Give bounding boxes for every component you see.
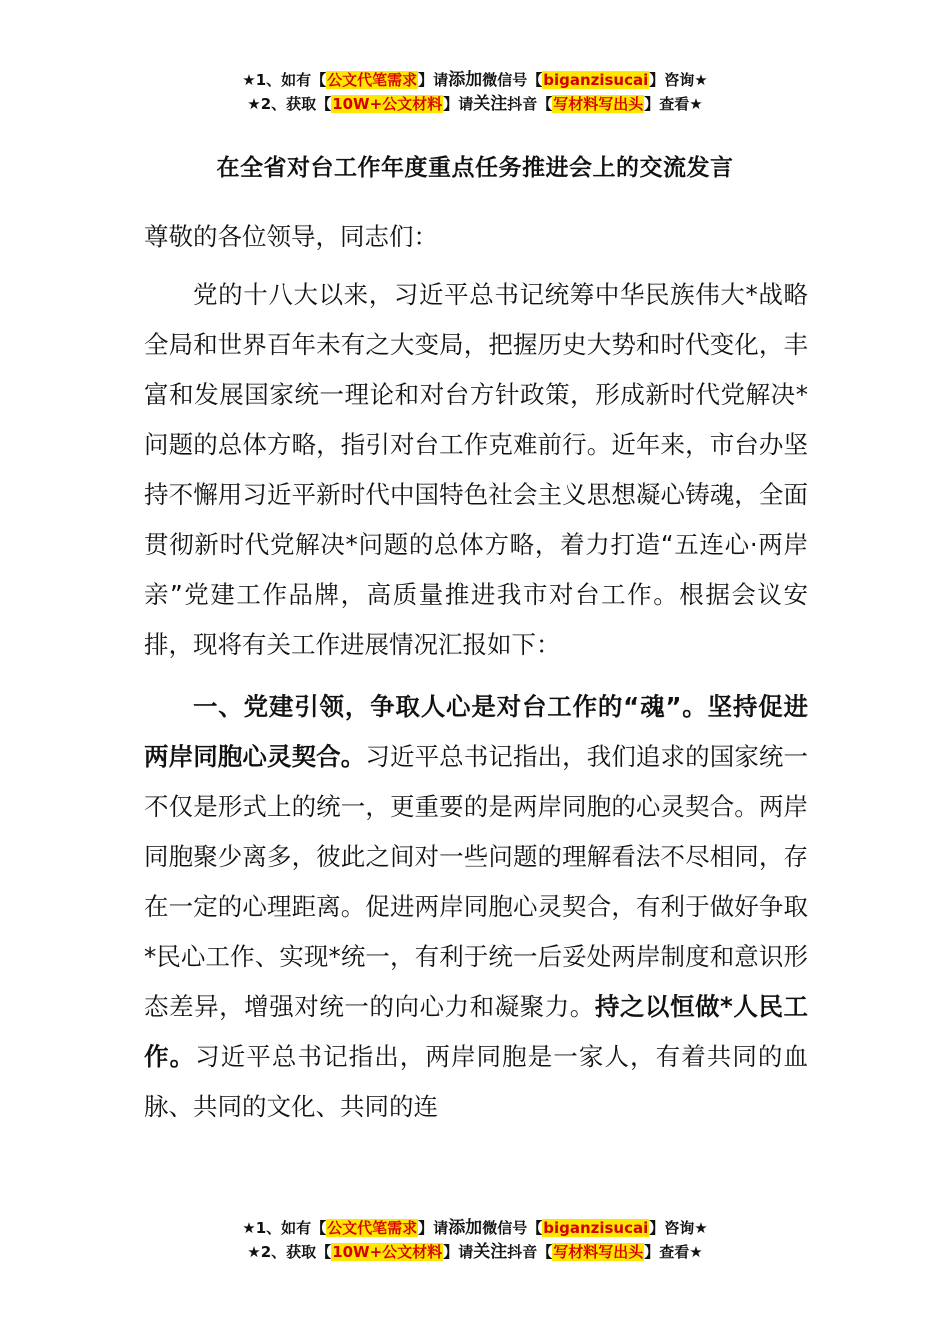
promo-text: 】咨询★ [649,71,708,89]
promo-text: 】请 [443,95,474,113]
promo-text: 】请 [418,1219,449,1237]
promo-highlight: 10W+公文材料 [332,1243,443,1261]
paragraph-text: 习近平总书记指出，我们追求的国家统一不仅是形式上的统一，更重要的是两岸同胞的心灵契合。两岸同胞聚少离多，彼此之间对一些问题的理解看法不尽相同，存在一定的心理距离。促进两岸同胞心灵契合，有利于做好争取*民心工作、实现*统一，有利于统一后妥处两岸制度和意识形态差异，增强对统一的向心力和凝聚力。 [144,742,809,1021]
promo-text: ★1、如有【 [242,71,327,89]
promo-line-2 [0,92,950,116]
promo-text: ★2、获取【 [247,95,332,113]
document-title: 在全省对台工作年度重点任务推进会上的交流发言 [216,155,734,181]
paragraph-intro: 党的十八大以来，习近平总书记统筹中华民族伟大*战略全局和世界百年未有之大变局，把握历史大势和时代变化，丰富和发展国家统一理论和对台方针政策，形成新时代党解决*问题的总体方略，指引对台工作克难前行。近年来，市台办坚持不懈用习近平新时代中国特色社会主义思想凝心铸魂，全面贯彻新时代党解决*问题的总体方略，着力打造“五连心·两岸亲”党建工作品牌，高质量推进我市对台工作。根据会议安排，现将有关工作进展情况汇报如下： [144,280,808,659]
promo-text: 】查看★ [644,95,703,113]
promo-text: 】查看★ [644,1243,703,1261]
promo-text: 微信号【 [482,71,543,89]
promo-highlight: 10W+公文材料 [332,95,443,113]
promo-text: ★2、获取【 [247,1243,332,1261]
promo-text: 】请 [418,71,449,89]
promo-highlight: 公文代笔需求 [327,71,418,89]
promo-text: 微信号【 [482,1219,543,1237]
promo-text: 抖音【 [507,95,553,113]
promo-wechat-id: biganzisucai [543,1219,649,1237]
document-body [144,212,808,1144]
promo-emphasis: 关注 [473,1242,508,1262]
promo-douyin-id: 写材料写出头 [553,1243,644,1261]
footer-promo-banner [0,1216,950,1264]
promo-emphasis: 添加 [448,70,483,90]
paragraph-section-one [144,682,808,1132]
promo-line-1 [0,1216,950,1240]
promo-text: ★1、如有【 [242,1219,327,1237]
promo-emphasis: 关注 [473,94,508,114]
subsection-heading: 持之以恒做*人民工作。 [144,992,809,1071]
greeting: 尊敬的各位领导，同志们： [144,222,438,251]
promo-highlight: 公文代笔需求 [327,1219,418,1237]
promo-text: 】咨询★ [649,1219,708,1237]
promo-line-1 [0,68,950,92]
promo-text: 】请 [443,1243,474,1261]
promo-wechat-id: biganzisucai [543,71,649,89]
promo-douyin-id: 写材料写出头 [553,95,644,113]
header-promo-banner [0,68,950,116]
promo-line-2 [0,1240,950,1264]
promo-emphasis: 添加 [448,1218,483,1238]
paragraph-text: 习近平总书记指出，两岸同胞是一家人，有着共同的血脉、共同的文化、共同的连 [144,1042,809,1121]
section-heading: 一、党建引领，争取人心是对台工作的“魂”。坚持促进两岸同胞心灵契合。 [144,692,808,771]
promo-text: 抖音【 [507,1243,553,1261]
